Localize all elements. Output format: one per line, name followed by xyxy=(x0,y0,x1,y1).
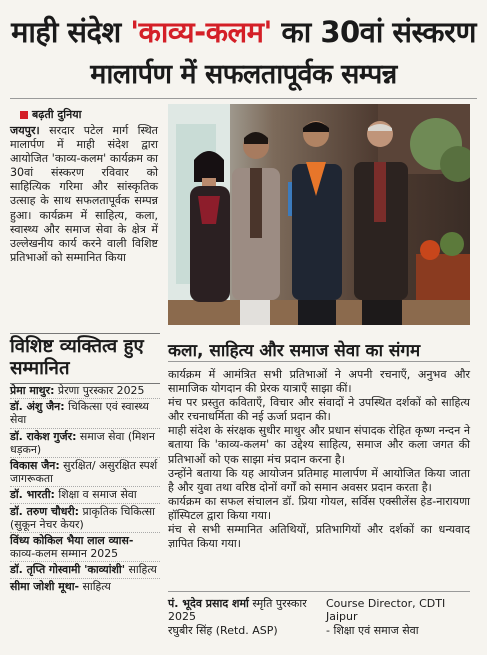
honoree-award: समाज सेवा (मिशन धड़कन) xyxy=(10,429,155,456)
bottom-left-text: स्मृति पुरस्कार 2025 xyxy=(168,597,307,624)
honoree-award: काव्य-कलम सम्मान 2025 xyxy=(10,547,119,561)
honoree-name: प्रेमा माथुर: xyxy=(10,384,55,397)
kicker-label: बढ़ती दुनिया xyxy=(32,108,82,121)
honoree-name: सीमा जोशी मूथा- xyxy=(10,579,80,593)
body-paragraph: माही संदेश के संरक्षक सुधीर माथुर और प्रधान संपादक रोहित कृष्ण नन्दन ने बताया कि 'काव्य-कलम' का उद्देश्य साहित्य, समाज और कला जगत की प्रतिभाओं को एक साझा मंच प्रदान करना है। xyxy=(168,424,470,466)
bottom-right-line2: Jaipur xyxy=(326,610,358,624)
honoree-item xyxy=(10,488,160,503)
bottom-left-name: पं. भूदेव प्रसाद शर्मा xyxy=(168,597,249,610)
honoree-name: डॉ. भारती: xyxy=(10,488,55,502)
honoree-name: डॉ. अंशु जैन: xyxy=(10,400,65,414)
honoree-name: डॉ. राकेश गुर्जर: xyxy=(10,429,77,443)
lead-paragraph xyxy=(10,124,158,265)
section-divider xyxy=(168,361,470,362)
honoree-name: डॉ. तृप्ति गोस्वामी 'काव्यांशी' xyxy=(10,563,126,577)
honoree-item xyxy=(10,400,160,428)
kicker-bullet xyxy=(20,111,28,119)
bottom-divider xyxy=(168,591,470,592)
body-paragraph: मंच पर प्रस्तुत कविताएँ, विचार और संवादों ने उपस्थित दर्शकों को साहित्य और रचनाधर्मिता की नई ऊर्जा प्रदान की। xyxy=(168,396,470,424)
honoree-item xyxy=(10,580,160,593)
headline-line-2: मालार्पण में सफलतापूर्वक सम्पन्न xyxy=(90,59,397,90)
bottom-right-line1: Course Director, CDTI xyxy=(326,597,446,610)
headline-divider xyxy=(10,98,477,99)
honoree-item xyxy=(10,430,160,458)
honoree-award: साहित्य xyxy=(125,563,157,577)
body-paragraph: कार्यक्रम में आमंत्रित सभी प्रतिभाओं ने अपनी रचनाएँ, अनुभव और सामाजिक योगदान की प्रेरक यात्राएँ साझा कीं। xyxy=(168,368,470,396)
honoree-award: प्राकृतिक चिकित्सा (सुकून नेचर केयर) xyxy=(10,504,155,531)
kicker xyxy=(20,107,81,122)
headline-part-c: का 30वां संस्करण xyxy=(271,15,476,49)
honoree-award: चिकित्सा एवं स्वास्थ्य सेवा xyxy=(10,400,149,427)
honoree-award: प्रेरणा पुरस्कार 2025 xyxy=(54,384,145,397)
bottom-right-line3: - शिक्षा एवं समाज सेवा xyxy=(326,623,419,637)
event-photo-illustration xyxy=(168,104,470,325)
honoree-name: विकास जैन: xyxy=(10,459,60,473)
headline-line-1 xyxy=(0,14,487,50)
honoree-item xyxy=(10,459,160,487)
dateline: जयपुर। xyxy=(10,124,40,137)
honorees-list xyxy=(10,384,160,593)
headline-part-a: माही संदेश xyxy=(11,15,131,49)
body-paragraph: कार्यक्रम का सफल संचालन डॉ. प्रिया गोयल, सर्विस एक्सीलेंस हेड-नारायणा हॉस्पिटल द्वारा किया गया। xyxy=(168,494,470,522)
bottom-left-award xyxy=(168,597,320,637)
headline-event-name: 'काव्य-कलम' xyxy=(130,15,272,49)
body-paragraph: मंच से सभी सम्मानित अतिथियों, प्रतिभागियों और दर्शकों का धन्यवाद ज्ञापित किया गया। xyxy=(168,523,470,551)
honoree-item xyxy=(10,534,160,562)
honoree-item xyxy=(10,384,160,399)
section-title: कला, साहित्य और समाज सेवा का संगम xyxy=(168,341,421,361)
honoree-item xyxy=(10,563,160,578)
honoree-award: शिक्षा व समाज सेवा xyxy=(54,488,137,502)
honoree-item xyxy=(10,505,160,533)
honoree-award: सुरक्षित/ असुरक्षित स्पर्श जागरूकता xyxy=(10,459,158,486)
lead-text: सरदार पटेल मार्ग स्थित मालार्पण में माही संदेश द्वारा आयोजित 'काव्य-कलम' कार्यक्रम का 30वां संस्करण रविवार को साहित्यिक गरिमा और सांस्कृतिक उत्साह के साथ सफलतापूर्वक सम्पन्न हुआ। कार्यक्रम में साहित्य, कला, स्वास्थ्य और समाज सेवा के क्षेत्र में उल्लेखनीय कार्य करने वाली विशिष्ट प्रतिभाओं को सम्मानित किया xyxy=(10,124,158,264)
bottom-left-line2: रघुबीर सिंह (Retd. ASP) xyxy=(168,623,278,637)
body-paragraphs xyxy=(168,368,470,551)
event-photo xyxy=(168,104,470,325)
body-paragraph: उन्होंने बताया कि यह आयोजन प्रतिमाह मालार्पण में आयोजित किया जाता है और युवा तथा वरिष्ठ दोनों वर्गों को समान अवसर प्रदान करता है। xyxy=(168,466,470,494)
honoree-name: विंध्य कोकिल भैया लाल व्यास- xyxy=(10,534,134,548)
honorees-box-title: विशिष्ट व्यक्तित्व हुए सम्मानित xyxy=(10,333,160,384)
bottom-right-award xyxy=(326,597,476,637)
honoree-award: साहित्य xyxy=(79,579,111,593)
honoree-name: डॉ. तरुण चौधरी: xyxy=(10,504,80,518)
